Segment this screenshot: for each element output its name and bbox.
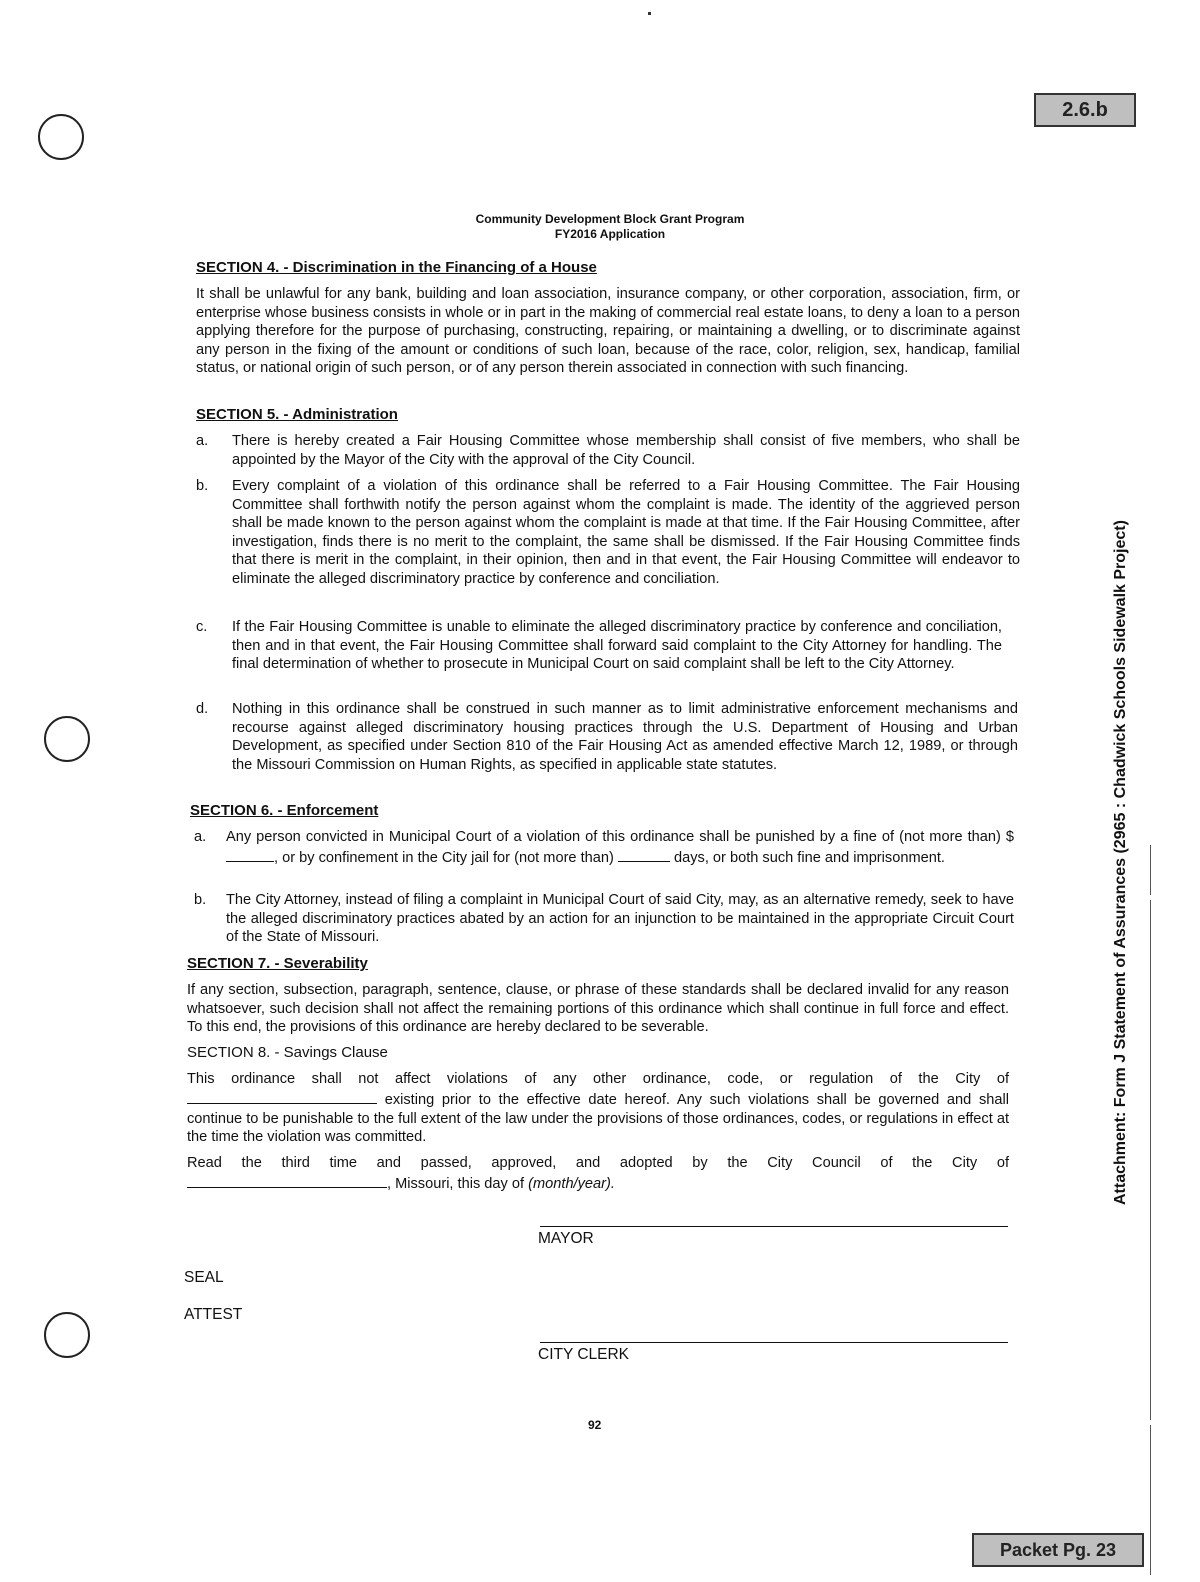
margin-rule bbox=[1150, 845, 1151, 895]
section-8-body bbox=[187, 1089, 1009, 1147]
adoption-line2 bbox=[187, 1173, 1009, 1194]
adoption-city-blank[interactable] bbox=[187, 1173, 387, 1188]
section-4-title: SECTION 4. - Discrimination in the Financing of a House bbox=[196, 259, 597, 276]
item-text: If the Fair Housing Committee is unable to eliminate the alleged discriminatory practice by conference and conciliation, then and in that event, the Fair Housing Committee shall forward said complaint to the City Attorney for handling. The final determination of whether to prosecute in Municipal Court on said complaint shall be left to the City Attorney. bbox=[232, 619, 1002, 673]
section-8-line1: This ordinance shall not affect violations of any other ordinance, code, or regulation of the City of bbox=[187, 1071, 1009, 1087]
confinement-clause: , or by confinement in the City jail for (not more than) bbox=[274, 849, 614, 866]
item-text: Every complaint of a violation of this ordinance shall be referred to a Fair Housing Committee. The Fair Housing Committee shall forthwith notify the person against whom the complaint is made. The identity of the aggrieved person shall be made known to the person against whom the complaint is made at that time. If the Fair Housing Committee, after investigation, finds there is no merit to the complaint, the same shall be dismissed. If the Fair Housing Committee finds that there is merit in the complaint, in their opinion, then and in that event, the Fair Housing Committee will endeavor to eliminate the alleged discriminatory practice by conference and conciliation. bbox=[232, 478, 1020, 587]
item-text: Nothing in this ordinance shall be construed in such manner as to limit administrative enforcement mechanisms and recourse against alleged discriminatory housing practices through the U.S. Department of Housing and Urban Development, as specified under Section 810 of the Fair Housing Act as amended effective March 12, 1989, or through the Missouri Commission on Human Rights, as specified in applicable state statutes. bbox=[232, 701, 1018, 773]
agenda-item-badge: 2.6.b bbox=[1034, 93, 1136, 127]
margin-rule bbox=[1150, 900, 1151, 1420]
item-marker: b. bbox=[194, 892, 207, 908]
attachment-sidebar-label: Attachment: Form J Statement of Assurances (2965 : Chadwick Schools Sidewalk Project) bbox=[1112, 520, 1129, 1205]
page-number: 92 bbox=[588, 1418, 602, 1432]
days-blank[interactable] bbox=[618, 847, 670, 862]
fine-amount-blank[interactable] bbox=[226, 847, 274, 862]
adoption-line1: Read the third time and passed, approved, and adopted by the City Council of the City of bbox=[187, 1155, 1009, 1171]
fine-clause: Any person convicted in Municipal Court of a violation of this ordinance shall be punished by a fine of (not more than) $ bbox=[226, 829, 1014, 845]
item-text: There is hereby created a Fair Housing Committee whose membership shall consist of five members, who shall be appointed by the Mayor of the City with the approval of the City Council. bbox=[232, 433, 1020, 468]
item-marker: d. bbox=[196, 701, 209, 717]
section-7-body: If any section, subsection, paragraph, sentence, clause, or phrase of these standards shall be declared invalid for any reason whatsoever, such decision shall not affect the remaining portions of this ordinance which shall continue in full force and effect. To this end, the provisions of this ordinance are hereby declared to be severable. bbox=[187, 982, 1009, 1036]
scan-speck bbox=[648, 12, 651, 15]
clerk-signature-line[interactable] bbox=[540, 1342, 1008, 1343]
section-8-rest: existing prior to the effective date hereof. Any such violations shall be governed and shall continue to be punishable to the full extent of the law under the provisions of those ordinances, codes, or regulations in effect at the time the violation was committed. bbox=[187, 1092, 1009, 1146]
city-clerk-label: CITY CLERK bbox=[538, 1346, 630, 1363]
header-application: FY2016 Application bbox=[554, 227, 666, 241]
punch-hole-top bbox=[38, 114, 84, 160]
adoption-date-hint: (month/year). bbox=[528, 1176, 615, 1192]
mayor-signature-line[interactable] bbox=[540, 1226, 1008, 1227]
city-name-blank[interactable] bbox=[187, 1089, 377, 1104]
section-8-title: SECTION 8. - Savings Clause bbox=[187, 1044, 388, 1061]
section-6-title: SECTION 6. - Enforcement bbox=[190, 802, 379, 819]
punch-hole-middle bbox=[44, 716, 90, 762]
header-program: Community Development Block Grant Program bbox=[475, 212, 745, 226]
punch-hole-bottom bbox=[44, 1312, 90, 1358]
attest-label: ATTEST bbox=[184, 1306, 243, 1323]
section-4-body: It shall be unlawful for any bank, building and loan association, insurance company, or other corporation, association, firm, or enterprise whose business consists in whole or in part in the making of commercial real estate loans, to deny a loan to a person applying therefore for the purpose of purchasing, constructing, repairing, or maintaining a dwelling, or to discriminate against any person in the fixing of the amount or conditions of such loan, because of the race, color, religion, sex, handicap, familial status, or national origin of such person, or of any person therein associated in connection with such financing. bbox=[196, 286, 1020, 377]
margin-rule bbox=[1150, 1425, 1151, 1575]
item-text: The City Attorney, instead of filing a complaint in Municipal Court of said City, may, as an alternative remedy, seek to have the alleged discriminatory practices abated by an action for an injunction to be maintained in the appropriate Circuit Court of the State of Missouri. bbox=[226, 892, 1014, 946]
seal-label: SEAL bbox=[184, 1269, 224, 1286]
mayor-label: MAYOR bbox=[538, 1230, 594, 1247]
item-text bbox=[226, 828, 1014, 867]
packet-page-badge: Packet Pg. 23 bbox=[972, 1533, 1144, 1567]
penalty-clause: days, or both such fine and imprisonment. bbox=[674, 849, 945, 866]
adoption-text: , Missouri, this day of bbox=[387, 1176, 525, 1192]
item-marker: a. bbox=[196, 433, 209, 449]
section-7-title: SECTION 7. - Severability bbox=[187, 955, 368, 972]
item-marker: c. bbox=[196, 619, 208, 635]
item-marker: a. bbox=[194, 829, 207, 845]
section-5-title: SECTION 5. - Administration bbox=[196, 406, 398, 423]
item-marker: b. bbox=[196, 478, 209, 494]
